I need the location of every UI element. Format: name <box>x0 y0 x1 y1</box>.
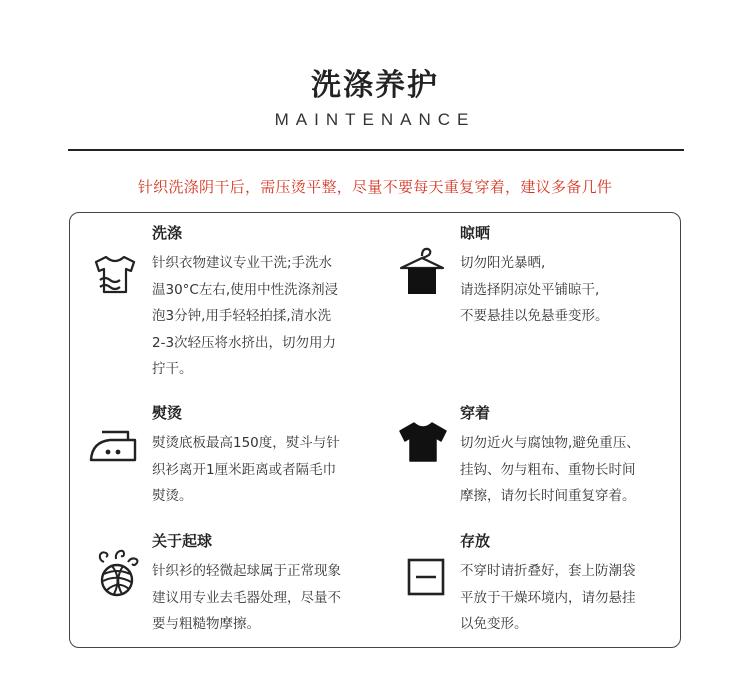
care-item-text: 切勿阳光暴晒, 请选择阴凉处平铺晾干, 不要悬挂以免悬垂变形。 <box>460 255 609 324</box>
care-notice: 针织洗涤阴干后，需压烫平整，尽量不要每天重复穿着，建议多备几件 <box>137 178 613 196</box>
care-item-heading: 关于起球 <box>152 532 213 550</box>
care-item-text: 熨烫底板最高150度，熨斗与针 织衫离开1厘米距离或者隔毛巾 熨烫。 <box>152 435 340 504</box>
care-item-heading: 洗涤 <box>152 224 183 242</box>
care-item-wearing <box>460 402 692 510</box>
page-title: 洗涤养护 <box>311 68 439 103</box>
tshirt-icon <box>398 421 448 463</box>
care-item-ironing <box>152 402 384 510</box>
care-item-text: 针织衣物建议专业干洗;手洗水 温30°C左右,使用中性洗涤剂浸 泡3分钟,用手轻轻拍揉,清水洗 2-3次轻压将水挤出，切勿用力 拧干。 <box>152 255 339 377</box>
divider <box>68 149 684 151</box>
care-item-drying <box>460 222 692 330</box>
care-item-heading: 熨烫 <box>152 404 183 422</box>
care-item-heading: 穿着 <box>460 404 491 422</box>
yarn-ball-icon <box>92 546 142 598</box>
storage-box-icon <box>406 557 446 597</box>
care-item-text: 针织衫的轻微起球属于正常现象 建议用专业去毛器处理，尽量不 要与粗糙物摩擦。 <box>152 563 341 632</box>
care-item-text: 切勿近火与腐蚀物,避免重压、 挂钩、勿与粗布、重物长时间 摩擦，请勿长时间重复穿着。 <box>460 435 640 504</box>
care-item-heading: 存放 <box>460 532 491 550</box>
care-item-storage <box>460 530 692 638</box>
care-item-pilling <box>152 530 384 638</box>
care-item-text: 不穿时请折叠好，套上防潮袋 平放于干燥环境内，请勿悬挂 以免变形。 <box>460 563 636 632</box>
hanger-icon <box>398 244 446 296</box>
care-item-wash <box>152 222 384 383</box>
iron-icon <box>88 428 142 464</box>
page-subtitle: MAINTENANCE <box>274 110 476 129</box>
wash-icon <box>92 254 140 298</box>
care-item-heading: 晾晒 <box>460 224 491 242</box>
